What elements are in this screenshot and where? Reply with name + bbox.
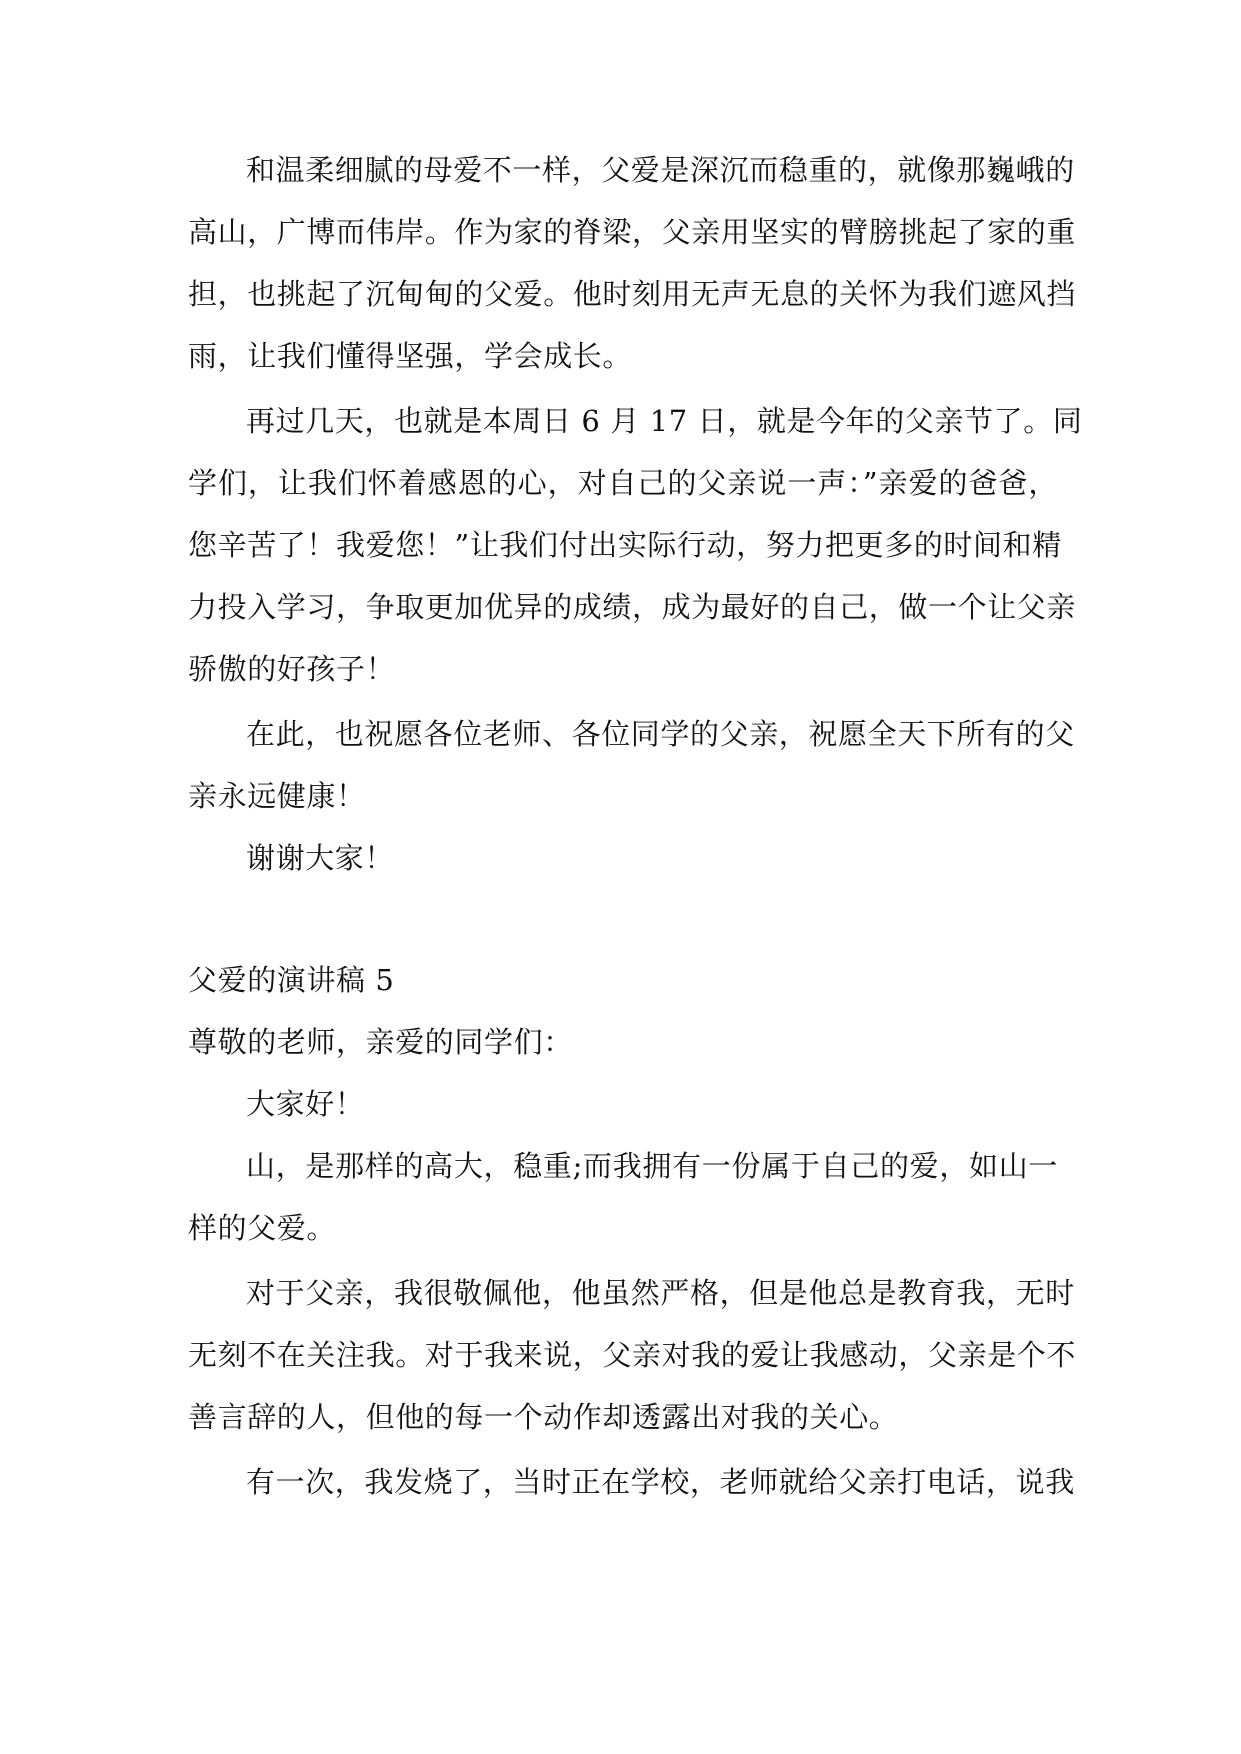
salutation: 尊敬的老师，亲爱的同学们： (188, 1025, 573, 1059)
paragraph-3-line-2: 亲永远健康！ (188, 779, 366, 813)
paragraph-4-line-1: 谢谢大家！ (246, 841, 395, 875)
paragraph-1-line-2: 高山，广博而伟岸。作为家的脊梁，父亲用坚实的臂膀挑起了家的重 (188, 215, 1077, 249)
paragraph-1-line-1: 和温柔细腻的母爱不一样，父爱是深沉而稳重的，就像那巍峨的 (246, 153, 1075, 187)
paragraph-1-line-3: 担，也挑起了沉甸甸的父爱。他时刻用无声无息的关怀为我们遮风挡 (188, 277, 1077, 311)
paragraph-2-line-3: 您辛苦了！我爱您！”让我们付出实际行动，努力把更多的时间和精 (188, 528, 1062, 562)
paragraph-2-line-2: 学们，让我们怀着感恩的心，对自己的父亲说一声：”亲爱的爸爸， (188, 466, 1058, 500)
greeting: 大家好！ (246, 1087, 365, 1121)
paragraph-2-line-4: 力投入学习，争取更加优异的成绩，成为最好的自己，做一个让父亲 (188, 590, 1077, 624)
paragraph-7-line-1: 有一次，我发烧了，当时正在学校，老师就给父亲打电话，说我 (246, 1465, 1075, 1499)
paragraph-3-line-1: 在此，也祝愿各位老师、各位同学的父亲，祝愿全天下所有的父 (246, 717, 1075, 751)
paragraph-6-line-2: 无刻不在关注我。对于我来说，父亲对我的爱让我感动，父亲是个不 (188, 1338, 1077, 1372)
paragraph-6-line-3: 善言辞的人，但他的每一个动作却透露出对我的关心。 (188, 1400, 899, 1434)
paragraph-5-line-2: 样的父爱。 (188, 1211, 337, 1245)
paragraph-5-line-1: 山，是那样的高大，稳重;而我拥有一份属于自己的爱，如山一 (246, 1149, 1058, 1183)
paragraph-2-line-1: 再过几天，也就是本周日 6 月 17 日，就是今年的父亲节了。同 (246, 404, 1083, 438)
paragraph-6-line-1: 对于父亲，我很敬佩他，他虽然严格，但是他总是教育我，无时 (246, 1276, 1075, 1310)
paragraph-1-line-4: 雨，让我们懂得坚强，学会成长。 (188, 339, 633, 373)
section-title: 父爱的演讲稿 5 (188, 963, 395, 997)
paragraph-2-line-5: 骄傲的好孩子！ (188, 652, 396, 686)
